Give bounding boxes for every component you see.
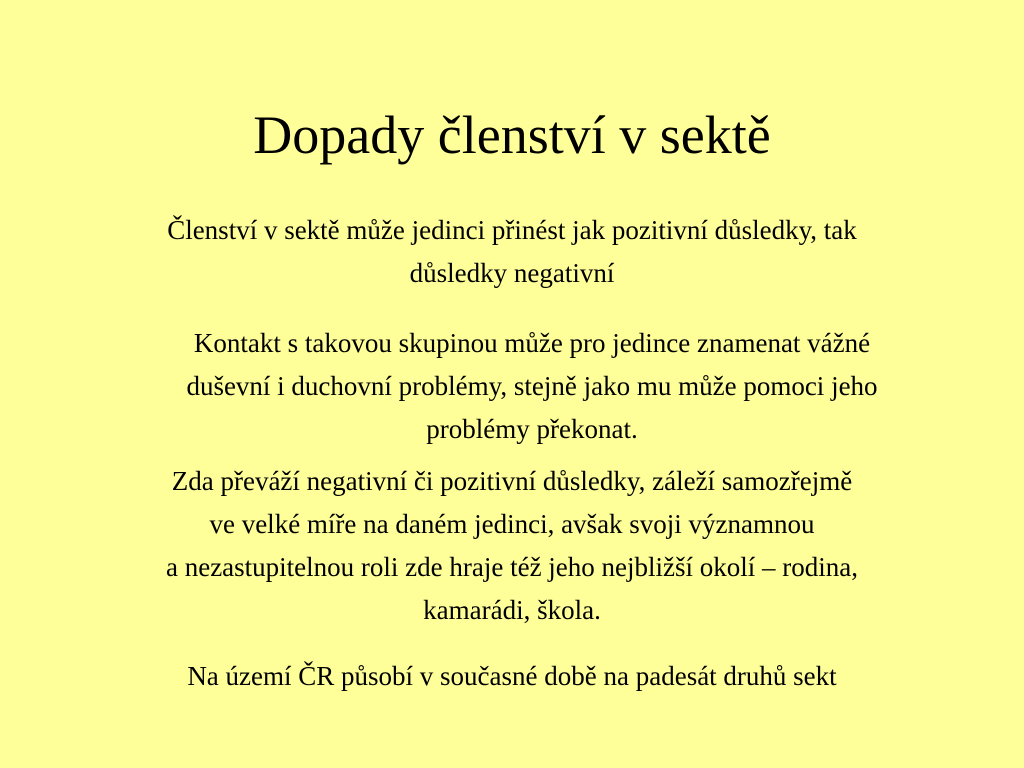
paragraph-sects-count — [20, 655, 1004, 698]
paragraph-contact-problems — [70, 322, 994, 451]
paragraph-line: Zda převáží negativní či pozitivní důsledky, záleží samozřejmě — [171, 466, 853, 496]
paragraph-line: ve velké míře na daném jedinci, avšak svoji významnou — [209, 509, 815, 539]
paragraph-line: Členství v sektě může jedinci přinést jak pozitivní důsledky, tak — [167, 215, 857, 245]
paragraph-line: duševní i duchovní problémy, stejně jako mu může pomoci jeho — [186, 371, 878, 401]
paragraph-membership-consequences — [40, 209, 984, 295]
paragraph-line: problémy překonat. — [426, 414, 638, 444]
paragraph-line: důsledky negativní — [409, 258, 615, 288]
paragraph-line: Na území ČR působí v současné době na padesát druhů sekt — [187, 661, 837, 691]
paragraph-individual-surroundings — [20, 460, 1004, 632]
paragraph-line: a nezastupitelnou roli zde hraje též jeho nejbližší okolí – rodina, — [165, 552, 859, 582]
slide-title: Dopady členství v sektě — [253, 105, 771, 165]
paragraph-line: kamarádi, škola. — [423, 595, 601, 625]
paragraph-line: Kontakt s takovou skupinou může pro jedince znamenat vážné — [193, 328, 871, 358]
